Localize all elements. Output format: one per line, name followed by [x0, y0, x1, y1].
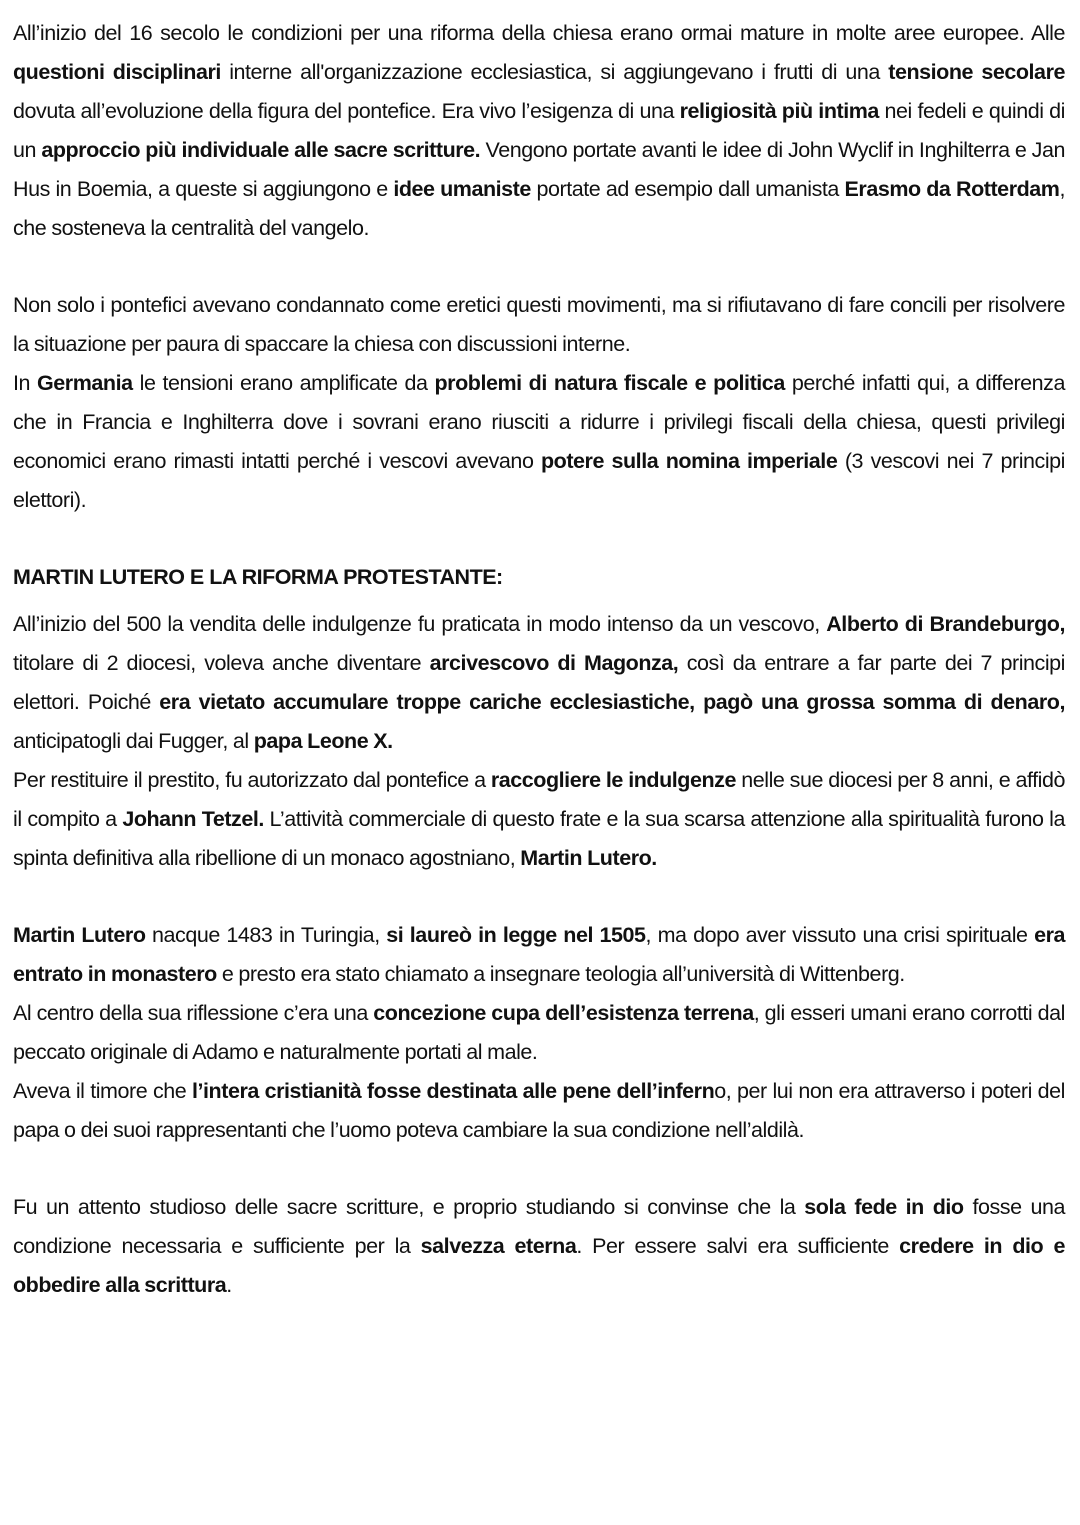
- paragraph-alberto-brandeburgo: [13, 605, 1065, 761]
- bold-text-run: Johann Tetzel.: [122, 807, 264, 831]
- text-run: portate ad esempio dall umanista: [530, 177, 845, 201]
- document-page: [13, 14, 1065, 1305]
- paragraph-tetzel: [13, 761, 1065, 878]
- bold-text-run: papa Leone X.: [253, 729, 393, 753]
- bold-text-run: potere sulla nomina imperiale: [540, 449, 838, 473]
- bold-text-run: Erasmo da Rotterdam: [844, 177, 1060, 201]
- bold-text-run: l’intera cristianità fosse destinata alle pene dell’infern: [191, 1079, 715, 1103]
- paragraph-timore-inferno: [13, 1072, 1065, 1150]
- paragraph-gap: [13, 248, 1065, 286]
- text-run: fosse una condizione necessaria e sufficiente per la: [13, 1195, 1065, 1258]
- bold-text-run: concezione cupa dell’esistenza terrena: [373, 1001, 754, 1025]
- bold-text-run: Germania: [37, 371, 133, 395]
- bold-text-run: Alberto di Brandeburgo,: [826, 612, 1065, 636]
- text-run: Vengono portate avanti le idee di John Wyclif in Inghilterra e Jan Hus in Boemia, a queste si aggiungono e: [13, 138, 1065, 201]
- text-run: , ma dopo aver vissuto una crisi spirituale: [645, 923, 1035, 947]
- text-run: le tensioni erano amplificate da: [132, 371, 435, 395]
- paragraph-germania: [13, 364, 1065, 520]
- text-run: e presto era stato chiamato a insegnare teologia all’università di Wittenberg.: [216, 962, 905, 986]
- text-run: interne all'organizzazione ecclesiastica, si aggiungevano i frutti di una: [220, 60, 889, 84]
- bold-text-run: idee umaniste: [393, 177, 531, 201]
- text-run: , gli esseri umani erano corrotti dal peccato originale di Adamo e naturalmente portati al male.: [13, 1001, 1065, 1064]
- paragraph-riforma-condizioni: [13, 14, 1065, 248]
- bold-text-run: salvezza eterna: [420, 1234, 577, 1258]
- paragraph-gap: [13, 878, 1065, 916]
- bold-text-run: religiosità più intima: [679, 99, 879, 123]
- text-run: dovuta all’evoluzione della figura del pontefice. Era vivo l’esigenza di una: [13, 99, 680, 123]
- paragraph-sola-fede: [13, 1188, 1065, 1305]
- bold-text-run: si laureò in legge nel 1505: [386, 923, 646, 947]
- bold-text-run: era entrato in monastero: [13, 923, 1065, 986]
- text-run: o, per lui non era attraverso i poteri del papa o dei suoi rappresentanti che l’uomo poteva cambiare la sua condizione nell’aldilà.: [13, 1079, 1065, 1142]
- bold-text-run: tensione secolare: [888, 60, 1065, 84]
- text-run: (3 vescovi nei 7 principi elettori).: [13, 449, 1065, 512]
- text-run: Aveva il timore che: [13, 1079, 192, 1103]
- bold-text-run: credere in dio e obbedire alla scrittura: [13, 1234, 1065, 1297]
- text-run: . Per essere salvi era sufficiente: [576, 1234, 900, 1258]
- bold-text-run: sola fede in dio: [804, 1195, 964, 1219]
- text-run: anticipatogli dai Fugger, al: [13, 729, 254, 753]
- bold-text-run: questioni disciplinari: [13, 60, 221, 84]
- bold-text-run: arcivescovo di Magonza,: [429, 651, 679, 675]
- text-run: All’inizio del 16 secolo le condizioni per una riforma della chiesa erano ormai mature in molte aree europee. Alle: [13, 21, 1065, 45]
- bold-text-run: Martin Lutero.: [520, 846, 657, 870]
- text-run: .: [226, 1273, 232, 1297]
- bold-text-run: Martin Lutero: [13, 923, 146, 947]
- text-run: Al centro della sua riflessione c’era una: [13, 1001, 374, 1025]
- text-run: nelle sue diocesi per 8 anni, e affidò il compito a: [13, 768, 1065, 831]
- paragraph-pontefici-concili: [13, 286, 1065, 364]
- bold-text-run: era vietato accumulare troppe cariche ecclesiastiche, pagò una grossa somma di denaro,: [159, 690, 1065, 714]
- text-run: nei fedeli e quindi di un: [13, 99, 1065, 162]
- text-run: nacque 1483 in Turingia,: [145, 923, 387, 947]
- text-run: titolare di 2 diocesi, voleva anche diventare: [13, 651, 430, 675]
- text-run: perché infatti qui, a differenza che in Francia e Inghilterra dove i sovrani erano riusciti a ridurre i privilegi fiscali della chiesa, questi privilegi economici erano rimasti intatti perché i vescovi avevano: [13, 371, 1065, 473]
- bold-text-run: problemi di natura fiscale e politica: [434, 371, 785, 395]
- text-run: così da entrare a far parte dei 7 principi elettori. Poiché: [13, 651, 1065, 714]
- section-heading: MARTIN LUTERO E LA RIFORMA PROTESTANTE:: [13, 565, 503, 589]
- text-run: L’attività commerciale di questo frate e la sua scarsa attenzione alla spiritualità furono la spinta definitiva alla ribellione di un monaco agostniano,: [13, 807, 1065, 870]
- text-run: Fu un attento studioso delle sacre scritture, e proprio studiando si convinse che la: [13, 1195, 805, 1219]
- paragraph-riflessione: [13, 994, 1065, 1072]
- paragraph-lutero-biografia: [13, 916, 1065, 994]
- text-run: Per restituire il prestito, fu autorizzato dal pontefice a: [13, 768, 491, 792]
- text-run: All’inizio del 500 la vendita delle indulgenze fu praticata in modo intenso da un vescovo,: [13, 612, 827, 636]
- text-run: , che sosteneva la centralità del vangelo.: [13, 177, 1065, 240]
- paragraph-gap: [13, 520, 1065, 558]
- paragraph-gap: [13, 1150, 1065, 1188]
- bold-text-run: raccogliere le indulgenze: [490, 768, 736, 792]
- bold-text-run: approccio più individuale alle sacre scritture.: [41, 138, 481, 162]
- text-run: In: [13, 371, 38, 395]
- text-run: Non solo i pontefici avevano condannato come eretici questi movimenti, ma si rifiutavano di fare concili per risolvere la situazione per paura di spaccare la chiesa con discussioni interne.: [13, 293, 1065, 356]
